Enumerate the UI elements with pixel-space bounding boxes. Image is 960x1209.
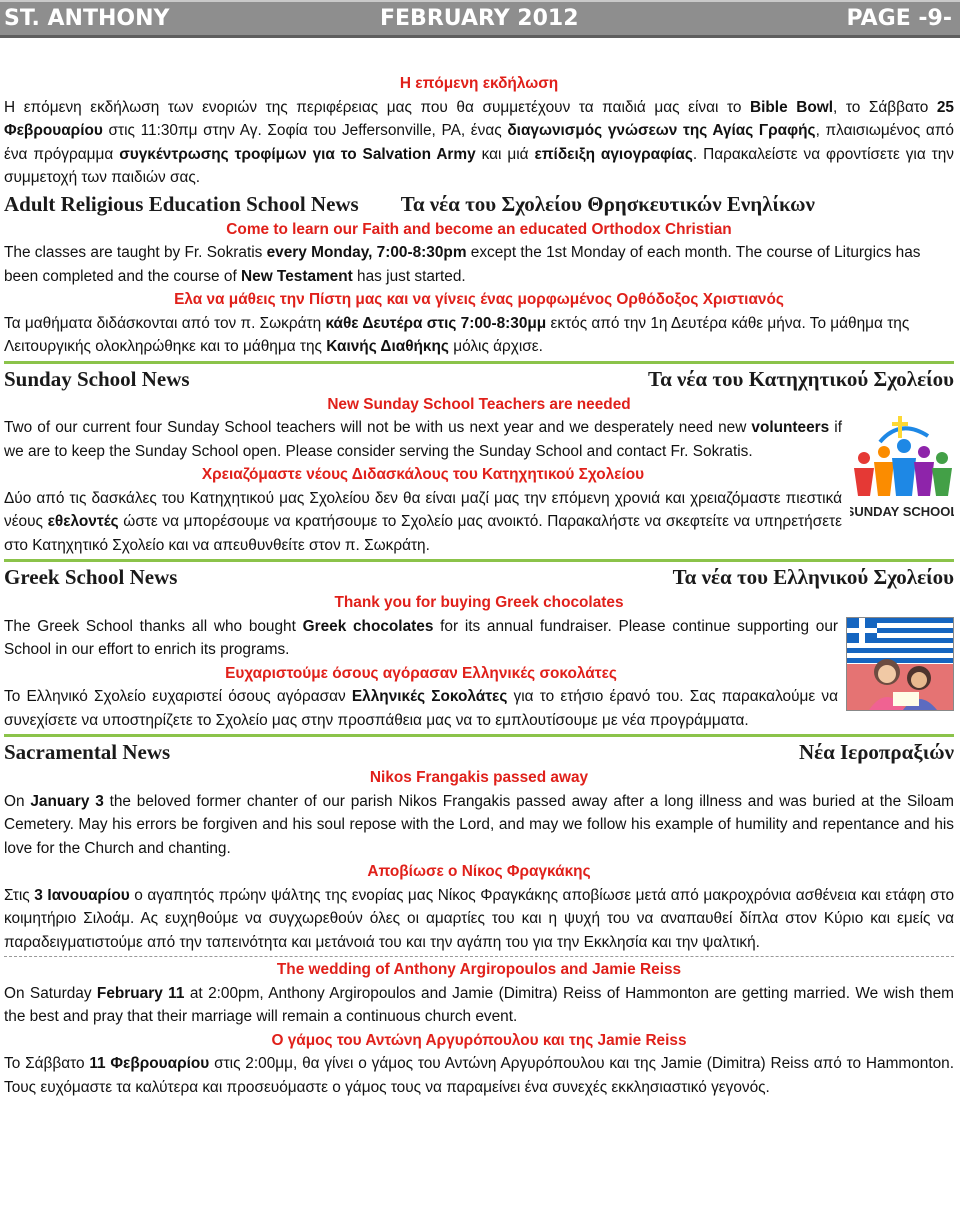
greek-red-en: Thank you for buying Greek chocolates (334, 594, 624, 611)
dashed-divider (4, 956, 954, 957)
greek-section-heading (4, 563, 954, 591)
sunday-school-logo (850, 416, 954, 532)
intro-title: Η επόμενη εκδήλωση (399, 75, 559, 92)
frangakis-red-en: Nikos Frangakis passed away (369, 769, 589, 786)
frangakis-paragraph-gr: Στις 3 Ιανουαρίου ο αγαπητός πρώην ψάλτης της ενορίας μας Νίκος Φραγκάκης αποβίωσε μετά από μακροχρόνια ασθένεια και ετάφη στο κοιμητήριο Σιλοάμ. Ας ευχηθούμε να συγχωρεθούν όλες οι αμαρτίες του και η ψυχή του να αναπαυθεί δίπλα στον Κύριο και εμείς να παραδειγματιστούμε από την ταπεινότητα και μετάνοιά του και την αγάπη του για την Εκκλησία και την ψαλτική. (4, 886, 955, 951)
frangakis-paragraph-en: On January 3 the beloved former chanter of our parish Nikos Frangakis passed away after a long illness and was buried at the Siloam Cemetery. May his errors be forgiven and his soul repose with the Lord, and may we follow his example of humility and repentance and his love for the Church and chanting. (4, 792, 954, 857)
adult-section-heading (4, 190, 954, 218)
sunday-red-gr: Χρειαζόμαστε νέους Διδασκάλους του Κατηχητικού Σχολείου (201, 466, 645, 483)
adult-red-gr: Ελα να μάθεις την Πίστη μας και να γίνεις ένας μορφωμένος Ορθόδοξος Χριστιανός (174, 291, 784, 308)
wedding-red-gr: Ο γάμος του Αντώνη Αργυρόπουλου και της Jamie Reiss (271, 1031, 687, 1049)
sacramental-title-en: Sacramental News (4, 740, 171, 764)
header-left: ST. ANTHONY (4, 6, 170, 31)
wedding-red-en: The wedding of Anthony Argiropoulos and Jamie Reiss (276, 961, 682, 978)
sacramental-title-gr: Νέα Ιεροπραξιών (798, 740, 954, 764)
section-divider (4, 734, 954, 737)
header-center: FEBRUARY 2012 (380, 6, 579, 31)
frangakis-red-gr: Αποβίωσε ο Νίκος Φραγκάκης (367, 863, 591, 880)
greek-paragraph-gr: Το Ελληνικό Σχολείο ευχαριστεί όσους αγόρασαν Ελληνικές Σοκολάτες για το ετήσιο έρανό του. Σας παρακαλούμε να συνεχίσετε να υποστηρίζετε το Σχολείο μας στην προσπάθεια μας να το εμπλουτίσουμε με νέα προγράμματα. (4, 688, 839, 729)
wedding-paragraph-en: On Saturday February 11 at 2:00pm, Anthony Argiropoulos and Jamie (Dimitra) Reiss of Hammonton are getting married. We wish them the best and pray that their marriage will remain a continuous church event. (4, 984, 954, 1025)
section-divider (4, 559, 954, 562)
intro-paragraph: Η επόμενη εκδήλωση των ενοριών της περιφέρειας μας που θα συμμετέχουν τα παιδιά μας είναι το Bible Bowl, το Σάββατο 25 Φεβρουαρίου στις 11:30πμ στην Αγ. Σοφία του Jeffersonville, PA, ένας διαγωνισμός γνώσεων της Αγίας Γραφής, πλαισιωμένος από ένα πρόγραμμα συγκέντρωσης τροφίμων για το Salvation Army και μιά επίδειξη αγιογραφίας. Παρακαλείστε να φροντίσετε για την συμμετοχή των παιδιών σας. (4, 98, 954, 186)
section-divider (4, 361, 954, 364)
sacramental-section-heading (4, 738, 954, 766)
greek-paragraph-en: The Greek School thanks all who bought Greek chocolates for its annual fundraiser. Please continue supporting our School in our effort to enrich its programs. (4, 617, 838, 658)
sunday-red-en: New Sunday School Teachers are needed (327, 395, 631, 413)
page-header (0, 0, 960, 38)
header-right: PAGE -9- (846, 6, 952, 31)
greek-flag-children-photo (846, 617, 954, 711)
adult-paragraph-gr: Τα μαθήματα διδάσκονται από τον π. Σωκράτη κάθε Δευτέρα στις 7:00-8:30μμ εκτός από την 1η Δευτέρα κάθε μήνα. Το μάθημα της Λειτουργικής ολοκληρώθηκε και το μάθημα της Καινής Διαθήκης μόλις άρχισε. (4, 314, 910, 355)
sunday-paragraph-gr: Δύο από τις δασκάλες του Κατηχητικού μας Σχολείου δεν θα είναι μαζί μας την επόμενη χρονιά και χρειαζόμαστε πιεστικά νέους εθελοντές ώστε να μπορέσουμε να κρατήσουμε το Σχολείο μας ανοικτό. Παρακαλήστε να σκεφτείτε να υπηρετήσετε στο Κατηχητικό Σχολείο και να απευθυνθείτε στον π. Σωκράτη. (4, 489, 842, 554)
greek-red-gr: Ευχαριστούμε όσους αγόρασαν Ελληνικές σοκολάτες (225, 664, 617, 682)
sunday-title-gr: Τα νέα του Κατηχητικού Σχολείου (647, 366, 954, 391)
sunday-school-logo-text: SUNDAY SCHOOL (850, 504, 954, 519)
adult-red-en: Come to learn our Faith and become an educated Orthodox Christian (226, 220, 732, 238)
sunday-school-logo-icon (850, 412, 954, 524)
greek-title-gr: Τα νέα του Ελληνικού Σχολείου (672, 565, 954, 589)
adult-title-en: Adult Religious Education School News (4, 191, 359, 216)
sunday-title-en: Sunday School News (4, 366, 190, 391)
newsletter-page (4, 72, 954, 1099)
greek-school-photo (846, 615, 954, 719)
wedding-paragraph-gr: Το Σάββατο 11 Φεβρουαρίου στις 2:00μμ, θα γίνει ο γάμος του Αντώνη Αργυρόπουλου και της Jamie (Dimitra) Reiss από το Hammonton. Τους ευχόμαστε τα καλύτερα και προσευόμαστε ο γάμος τους να παραμείνει ένα συνεχές εκκλησιαστικό γεγονός. (4, 1055, 955, 1096)
sunday-paragraph-en: Two of our current four Sunday School teachers will not be with us next year and we desperately need new volunteers if we are to keep the Sunday School open. Please consider serving the Sunday School and contact Fr. Sokratis. (4, 419, 843, 460)
adult-paragraph-en: The classes are taught by Fr. Sokratis every Monday, 7:00-8:30pm except the 1st Monday of each month. The course of Liturgics has been completed and the course of New Testament has just started. (4, 244, 921, 285)
greek-title-en: Greek School News (4, 565, 178, 589)
sunday-section-heading (4, 365, 954, 393)
adult-title-gr: Τα νέα του Σχολείου Θρησκευτικών Ενηλίκων (400, 191, 815, 216)
